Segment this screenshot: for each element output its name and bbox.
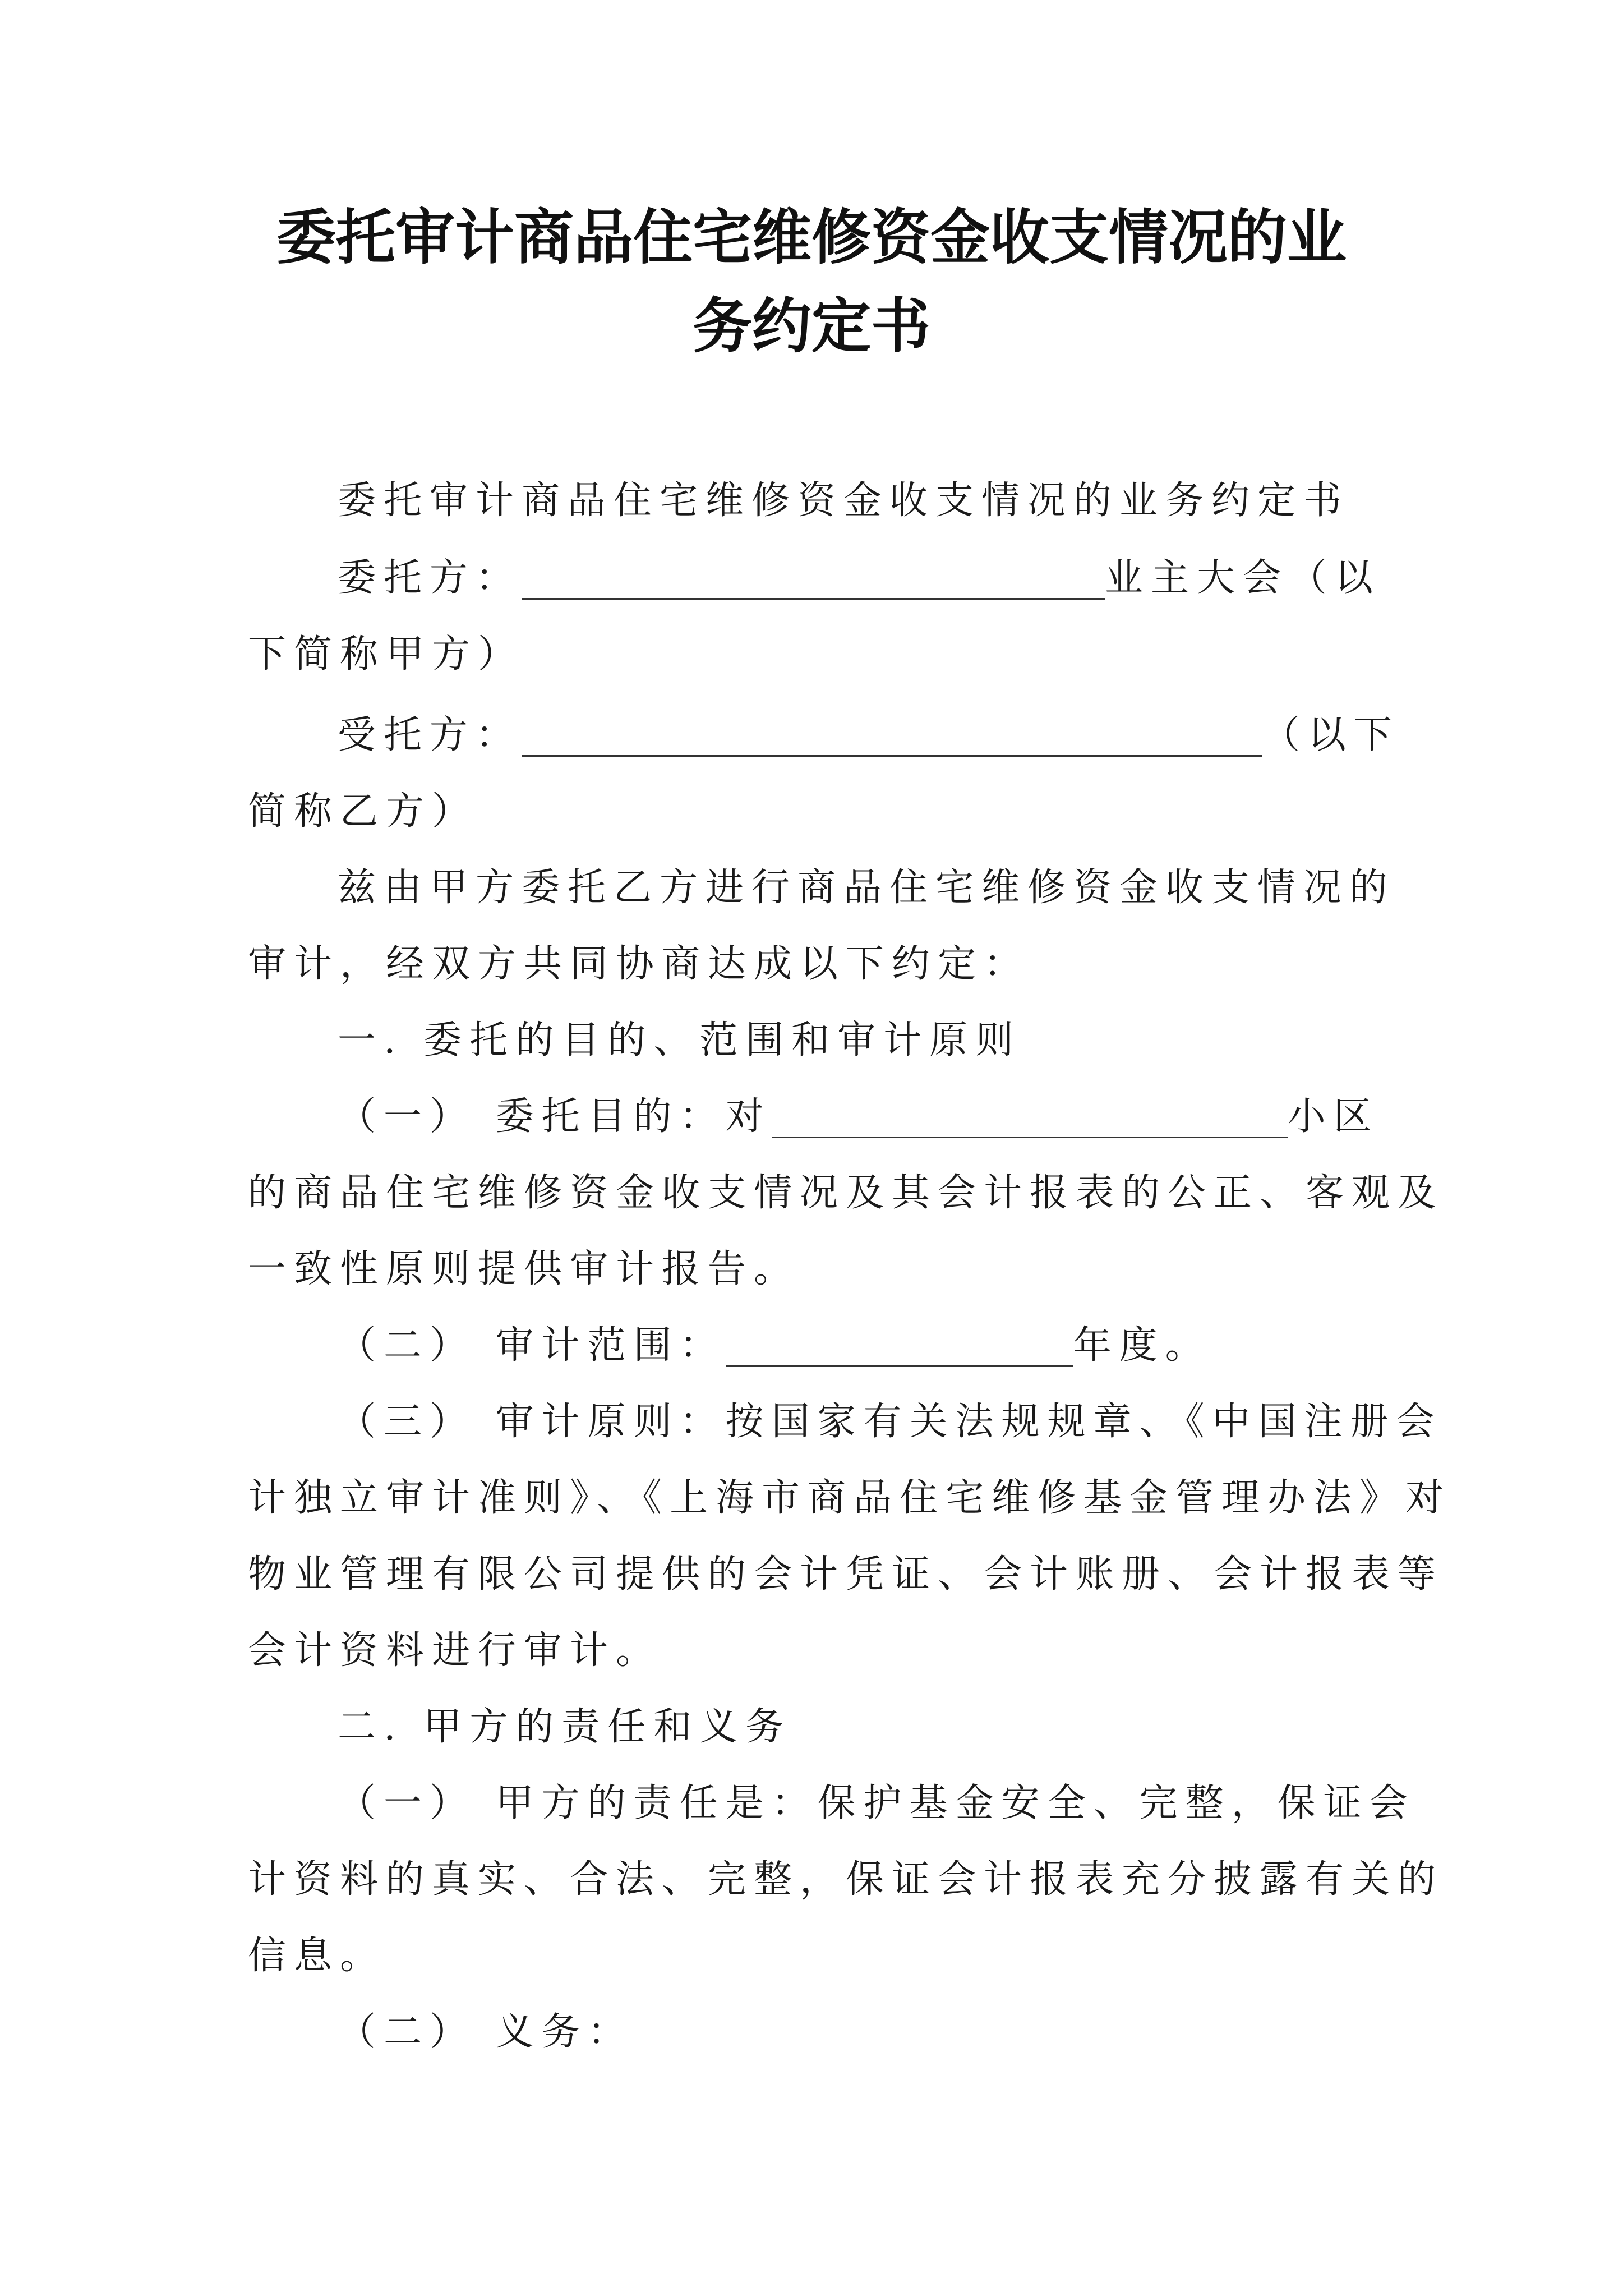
section-2-item-1-line-2: 计资料的真实、合法、完整，保证会计报表充分披露有关的 [248, 1857, 1444, 1902]
section-1-item-1-line-2: 的商品住宅维修资金收支情况及其会计报表的公正、客观及 [248, 1171, 1444, 1215]
section-2-item-2-line-1: （二） 义务： [338, 2010, 634, 2054]
party-a-suffix: 业主大会（以 [1105, 556, 1381, 600]
party-a-continuation: 下简称甲方） [248, 632, 524, 677]
party-a-line [338, 547, 1381, 609]
audit-year-blank [726, 1325, 1073, 1367]
section-2-item-1-line-1: （一） 甲方的责任是：保护基金安全、完整，保证会 [338, 1781, 1415, 1825]
intro-line-1: 兹由甲方委托乙方进行商品住宅维修资金收支情况的 [338, 866, 1396, 910]
section-2-heading: 二. 甲方的责任和义务 [338, 1705, 792, 1749]
party-b-blank [522, 715, 1262, 757]
section-1-item-3-line-1: （三） 审计原则：按国家有关法规规章、《中国注册会 [338, 1400, 1442, 1444]
section-1-heading: 一. 委托的目的、范围和审计原则 [338, 1018, 1022, 1062]
section-1-item-1-line-1 [338, 1086, 1380, 1148]
section-1-item-2-suffix: 年度。 [1073, 1323, 1211, 1368]
party-a-label: 委托方： [338, 556, 522, 600]
section-1-item-2-line [338, 1315, 1375, 1377]
section-1-item-1-prefix: （一） 委托目的：对 [338, 1094, 772, 1139]
section-2-item-1-line-3: 信息。 [248, 1934, 386, 1978]
section-1-item-3-line-4: 会计资料进行审计。 [248, 1628, 662, 1673]
party-b-continuation: 简称乙方） [248, 789, 478, 834]
party-b-suffix: （以下 [1262, 713, 1400, 757]
document-heading: 委托审计商品住宅维修资金收支情况的业务约定书 [338, 478, 1350, 523]
section-1-item-3-line-3: 物业管理有限公司提供的会计凭证、会计账册、会计报表等 [248, 1552, 1444, 1596]
section-1-item-2-prefix: （二） 审计范围： [338, 1323, 726, 1368]
document-title-line-2: 务约定书 [693, 292, 930, 361]
section-1-item-1-suffix: 小区 [1287, 1094, 1380, 1139]
party-b-line [338, 705, 1400, 766]
community-name-blank [772, 1096, 1288, 1138]
intro-line-2: 审计，经双方共同协商达成以下约定： [248, 942, 1030, 986]
section-1-item-3-line-2: 计独立审计准则》、《上海市商品住宅维修基金管理办法》对 [248, 1476, 1452, 1520]
party-b-label: 受托方： [338, 713, 522, 757]
party-a-blank [522, 558, 1105, 600]
section-1-item-1-line-3: 一致性原则提供审计报告。 [248, 1247, 800, 1291]
document-title-line-1: 委托审计商品住宅维修资金收支情况的业 [276, 203, 1347, 272]
